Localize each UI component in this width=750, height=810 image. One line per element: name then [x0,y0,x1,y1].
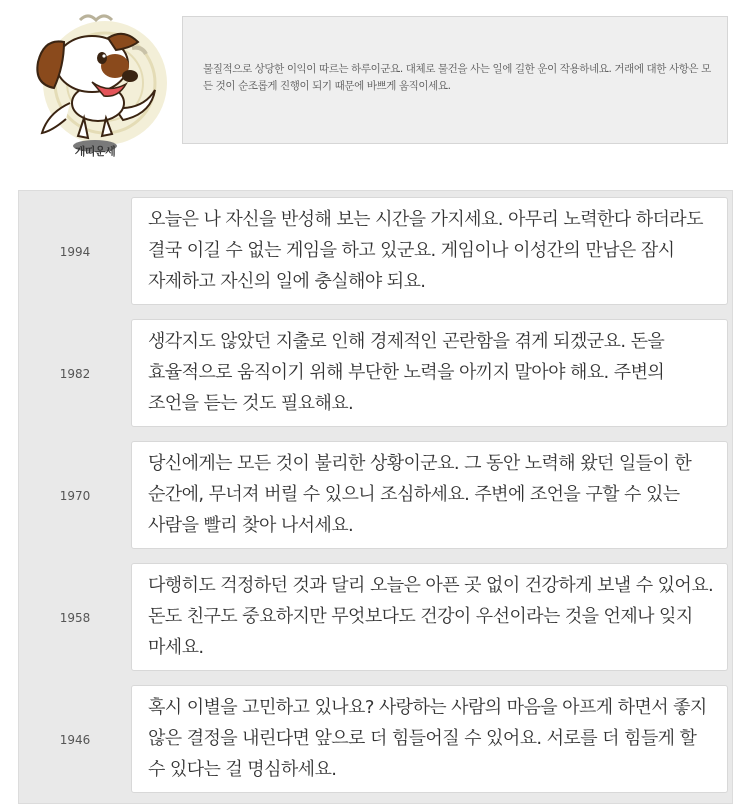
fortune-text: 당신에게는 모든 것이 불리한 상황이군요. 그 동안 노력해 왔던 일들이 한 순간에, 무너져 버릴 수 있으니 조심하세요. 주변에 조언을 구할 수 있는 사람을 빨리 찾아 나서세요. [131,441,728,549]
daily-summary-box [182,16,728,144]
fortune-text: 혹시 이별을 고민하고 있나요? 사랑하는 사람의 마음을 아프게 하면서 좋지 않은 결정을 내린다면 앞으로 더 힘들어질 수 있어요. 서로를 더 힘들게 할 수 있다는 걸 명심하세요. [131,685,728,793]
birth-year: 1982 [59,367,91,381]
daily-summary-text: 물질적으로 상당한 이익이 따르는 하루이군요. 대체로 물건을 사는 일에 길한 운이 작용하네요. 거래에 대한 사항은 모든 것이 순조롭게 진행이 되기 때문에 바쁘게 움직이세요. [203,63,711,92]
birth-year: 1946 [59,733,91,747]
mascot-caption: 개띠운세 [74,145,116,158]
fortune-text: 오늘은 나 자신을 반성해 보는 시간을 가지세요. 아무리 노력한다 하더라도 결국 이길 수 없는 게임을 하고 있군요. 게임이나 이성간의 만남은 잠시 자제하고 자신의 일에 충실해야 되요. [131,197,728,305]
fortune-row-1970 [19,435,732,557]
birth-year: 1994 [59,245,91,259]
fortune-row-1994 [19,191,732,313]
fortune-list [18,190,733,804]
birth-year: 1970 [59,489,91,503]
fortune-text: 생각지도 않았던 지출로 인해 경제적인 곤란함을 겪게 되겠군요. 돈을 효율적으로 움직이기 위해 부단한 노력을 아끼지 말아야 해요. 주변의 조언을 듣는 것도 필요해요. [131,319,728,427]
fortune-row-1958 [19,557,732,679]
fortune-text: 다행히도 걱정하던 것과 달리 오늘은 아픈 곳 없이 건강하게 보낼 수 있어요. 돈도 친구도 중요하지만 무엇보다도 건강이 우선이라는 것을 언제나 잊지 마세요. [131,563,728,671]
fortune-header [0,0,750,170]
fortune-row-1946 [19,679,732,801]
birth-year: 1958 [59,611,91,625]
fortune-row-1982 [19,313,732,435]
dog-mascot-icon [20,8,170,158]
